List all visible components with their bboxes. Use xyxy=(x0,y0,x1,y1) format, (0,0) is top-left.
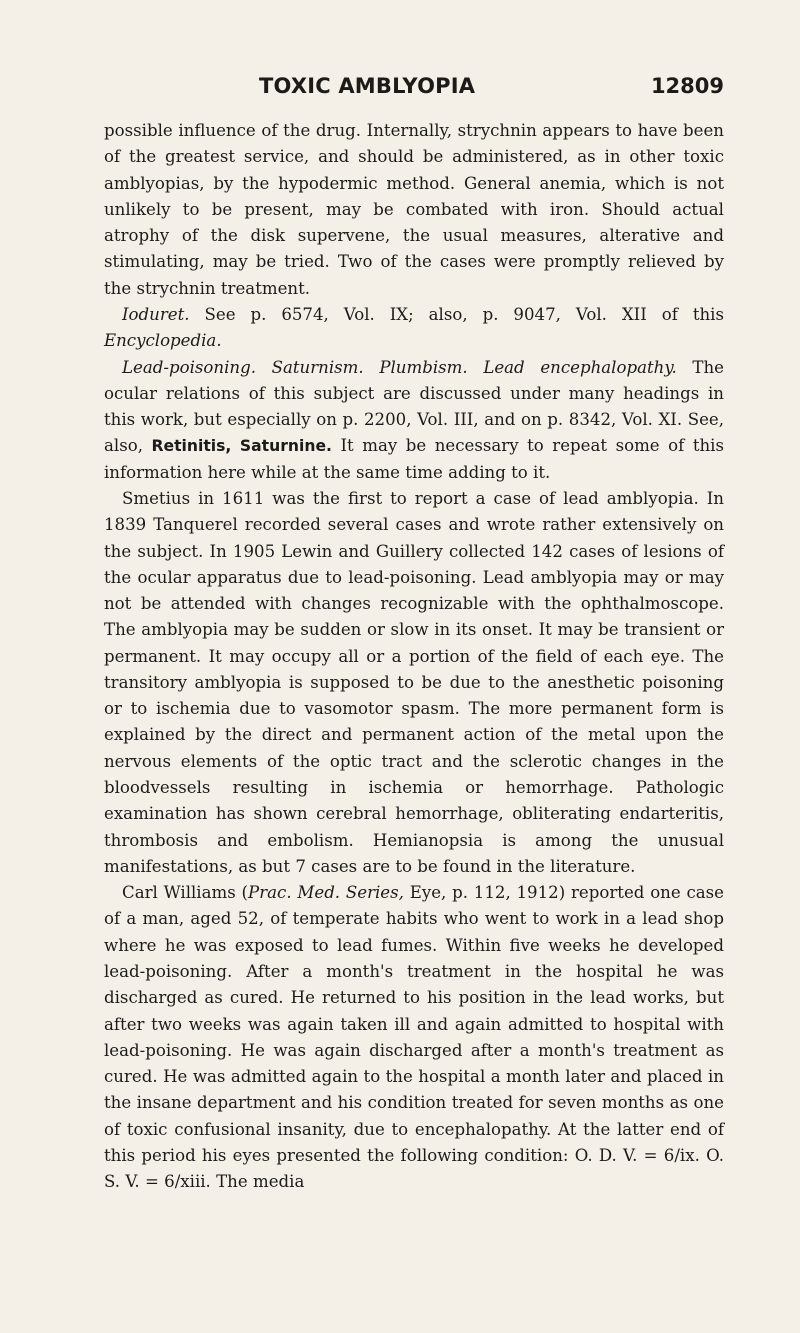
running-title: TOXIC AMBLYOPIA xyxy=(259,74,476,98)
encyclopedia-reference: Encyclopedia. xyxy=(104,331,222,351)
body-text xyxy=(104,118,724,1196)
paragraph-text: The ocular relations of this subject are discussed under many headings in this work, but especially on p. 2200, Vol. III, and on p. 8342, Vol. XI. See, also, xyxy=(104,357,724,456)
page-number: 12809 xyxy=(650,74,724,98)
paragraph-text: Smetius in 1611 was the first to report a case of lead amblyopia. In 1839 Tanquerel recorded several cases and wrote rather extensively on the subject. In 1905 Lewin and Guillery collected 142 cases of lesions of the ocular apparatus due to lead-poisoning. Lead amblyopia may or may not be attended with changes recognizable with the ophthalmoscope. The amblyopia may be sudden or slow in its onset. It may be transient or permanent. It may occupy all or a portion of the field of each eye. The transitory amblyopia is supposed to be due to the anesthetic poisoning or to ischemia due to vasomotor spasm. The more permanent form is explained by the direct and permanent action of the metal upon the nervous elements of the optic tract and the sclerotic changes in the bloodvessels resulting in ischemia or hemorrhage. Pathologic examination has shown cerebral hemorrhage, obliterating endarteritis, thrombosis and embolism. Hemianopsia is among the unusual manifestations, as but 7 cases are to be found in the literature. xyxy=(104,488,724,876)
paragraph-lead-amblyopia-history xyxy=(104,486,724,880)
cross-reference-retinitis: Retinitis, xyxy=(151,437,232,456)
paragraph-text: possible influence of the drug. Internally, strychnin appears to have been of the greatest service, and should be administered, as in other toxic amblyopias, by the hypodermic method. General anemia, which is not unlikely to be present, may be combated with iron. Should actual atrophy of the disk supervene, the usual measures, alterative and stimulating, may be tried. Two of the cases were promptly relieved by the strychnin treatment. xyxy=(104,121,724,298)
paragraph-strychnin-treatment xyxy=(104,118,724,302)
paragraph-text: It may be necessary to repeat some of this information here while at the same time adding to it. xyxy=(104,436,724,482)
paragraph-lead-poisoning xyxy=(104,355,724,486)
entry-terms-lead-poisoning: Lead-poisoning. Saturnism. Plumbism. Lead encephalopathy. xyxy=(122,357,677,377)
paragraph-text: Carl Williams ( xyxy=(122,883,249,903)
spacer-text xyxy=(231,436,240,455)
paragraph-text: See p. 6574, Vol. IX; also, p. 9047, Vol. XII of this xyxy=(189,304,724,324)
paragraph-text: Eye, p. 112, 1912) reported one case of a man, aged 52, of temperate habits who went to work in a lead shop where he was exposed to lead fumes. Within five weeks he developed lead-poisoning. After a month's treatment in the hospital he was discharged as cured. He returned to his position in the lead works, but after two weeks was again taken ill and again admitted to hospital with lead-poisoning. He was again discharged after a month's treatment as cured. He was admitted again to the hospital a month later and placed in the insane department and his condition treated for seven months as one of toxic confusional insanity, due to encephalopathy. At the latter end of this period his eyes presented the following condition: O. D. V. = 6/ix. O. S. V. = 6/xiii. The media xyxy=(104,883,725,1192)
source-citation: Prac. Med. Series, xyxy=(248,883,404,903)
cross-reference-saturnine: Saturnine. xyxy=(239,437,332,456)
paragraph-ioduret xyxy=(104,302,724,355)
entry-term-ioduret: Ioduret. xyxy=(122,304,190,324)
paragraph-williams-case xyxy=(104,880,724,1195)
running-header xyxy=(104,74,724,104)
